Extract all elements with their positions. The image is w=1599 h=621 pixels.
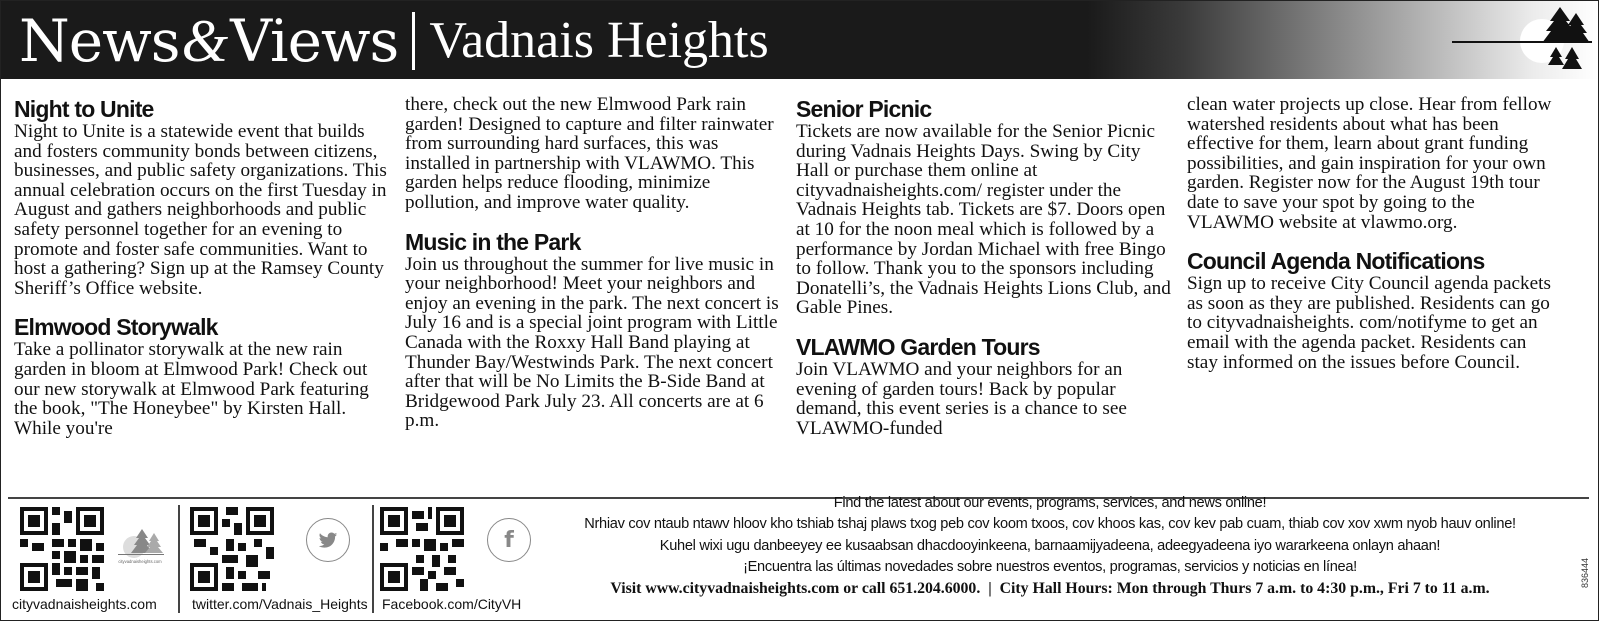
masthead-city: Vadnais Heights xyxy=(429,12,769,69)
qr-code-icon[interactable] xyxy=(380,507,464,591)
column-4 xyxy=(1187,95,1562,372)
footer-visit[interactable]: Visit www.cityvadnaisheights.com or call 651.204.6000. xyxy=(610,580,981,597)
article-title-senior-picnic: Senior Picnic xyxy=(796,96,932,122)
column-3 xyxy=(796,96,1171,438)
footer-line-english: Find the latest about our events, programs, services, and news online! xyxy=(833,495,1267,511)
masthead-views: Views xyxy=(230,7,399,75)
twitter-icon[interactable] xyxy=(306,518,350,562)
column-2 xyxy=(405,95,780,431)
footer-line-spanish: ¡Encuentra las últimas novedades sobre nuestros eventos, programas, servicios y noticias en línea! xyxy=(743,559,1357,575)
masthead-news: News xyxy=(19,7,180,75)
facebook-icon[interactable]: f xyxy=(487,518,531,562)
qr-caption-facebook[interactable]: Facebook.com/CityVH xyxy=(382,596,522,612)
footer-line-hmong: Nrhiav cov ntaub ntawv hloov kho tshiab tshaj plaws txog peb cov koom txoos, cov khoos kas, cov kev pab cuam, thiab cov xov xwm nyob hauv online! xyxy=(584,516,1516,532)
article-body-elmwood-storywalk-cont: there, check out the new Elmwood Park rain garden! Designed to capture and filter rainwater from surrounding hard surfaces, this was installed in partnership with VLAWMO. This garden helps reduce flooding, minimize pollution, and improve water quality. xyxy=(405,94,774,213)
logo-small-text: cityvadnaisheights.com xyxy=(118,559,162,564)
masthead xyxy=(19,5,769,77)
article-body-vlawmo-garden-tours-cont: clean water projects up close. Hear from fellow watershed residents about what has been effective for them, learn about grant funding possibilities, and gain inspiration for your own garden. Register now for the August 19th tour date to save your spot by going to the VLAWMO website at vlawmo.org. xyxy=(1187,94,1552,233)
article-body-vlawmo-garden-tours: Join VLAWMO and your neighbors for an evening of garden tours! Back by popular demand, this event series is a chance to see VLAWMO-funded xyxy=(796,358,1127,439)
footer-line-somali: Kuhel wixi ugu danbeeyey ee kusaabsan dhacdooyinkeena, barnaamijyadeena, adeegyadeena iyo wararkeena onlayn ahaan! xyxy=(659,538,1441,554)
article-body-night-to-unite: Night to Unite is a statewide event that builds and fosters community bonds between citizens, businesses, and public safety organizations. This annual celebration occurs on the first Tuesday in August and gathers neighborhoods and public safety personnel together for an evening to promote and foster safe communities. Want to host a gathering? Sign up at the Ramsey County Sheriff’s Office website. xyxy=(14,121,387,299)
qr-caption-twitter[interactable]: twitter.com/Vadnais_Heights xyxy=(192,596,368,612)
qr-code-icon[interactable] xyxy=(20,507,104,591)
article-body-senior-picnic: Tickets are now available for the Senior Picnic during Vadnais Heights Days. Swing by City Hall or purchase them online at cityvadnaisheights.com/ register under the Vadnais Heights tab. Tickets are $7. Doors open at 10 for the noon meal which is followed by a performance by Jordan Michael with free Bingo to follow. Thank you to the sponsors including Donatelli’s, the Vadnais Heights Lions Club, and Gable Pines. xyxy=(796,121,1171,319)
masthead-bar xyxy=(1,1,1598,79)
article-title-elmwood-storywalk: Elmwood Storywalk xyxy=(14,314,218,341)
article-body-elmwood-storywalk: Take a pollinator storywalk at the new rain garden in bloom at Elmwood Park! Check out our new storywalk at Elmwood Park featuring the book, "The Honeybee" by Kirsten Hall. While you're xyxy=(14,339,369,439)
column-1 xyxy=(14,96,389,438)
article-title-music-in-the-park: Music in the Park xyxy=(405,228,581,255)
article-title-council-agenda: Council Agenda Notifications xyxy=(1187,248,1485,275)
pine-tree-logo-icon xyxy=(1452,3,1592,79)
qr-code-icon[interactable] xyxy=(190,507,274,591)
footer-vbar-2 xyxy=(372,505,374,613)
article-title-vlawmo-garden-tours: VLAWMO Garden Tours xyxy=(796,333,1040,360)
masthead-separator xyxy=(412,12,415,70)
article-body-council-agenda: Sign up to receive City Council agenda packets as soon as they are published. Residents can go to cityvadnaisheights. com/notifyme to get an email with the agenda packet. Residents can stay informed on the issues before Council. xyxy=(1187,273,1551,373)
article-title-night-to-unite: Night to Unite xyxy=(14,96,154,122)
article-body-music-in-the-park: Join us throughout the summer for live music in your neighborhood! Meet your neighbors and enjoy an evening in the park. The next concert is July 16 and is a special joint program with Little Canada with the Roxxy Hall Band playing at Thunder Bay/Westwinds Park. The next concert after that will be No Limits the B-Side Band at Bridgewood Park July 23. All concerts are at 6 p.m. xyxy=(405,253,779,432)
masthead-ampersand: & xyxy=(181,8,229,74)
city-logo-icon xyxy=(112,525,168,571)
footer-vbar-1 xyxy=(178,505,180,613)
ad-number: 836444 xyxy=(1580,557,1590,588)
footer-contact-line xyxy=(530,580,1570,598)
footer-hours: City Hall Hours: Mon through Thurs 7 a.m. to 4:30 p.m., Fri 7 to 11 a.m. xyxy=(999,580,1490,597)
footer-separator: | xyxy=(984,580,996,597)
qr-caption-website[interactable]: cityvadnaisheights.com xyxy=(12,596,157,612)
